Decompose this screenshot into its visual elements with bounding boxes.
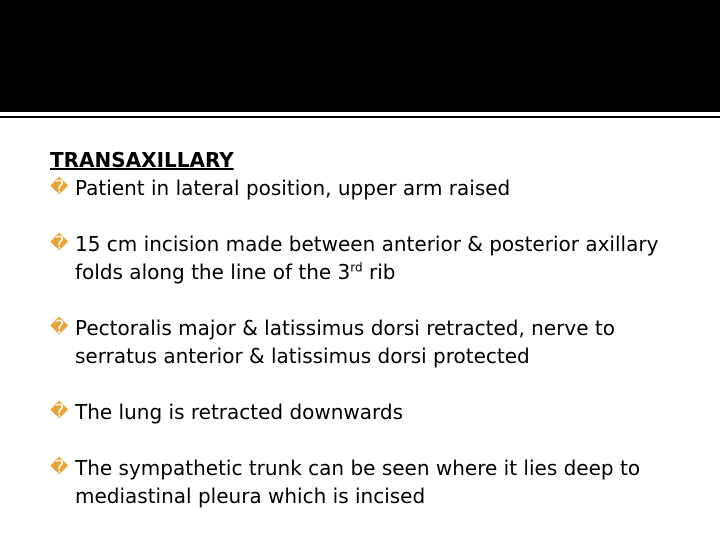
- bullet-icon: �: [50, 233, 69, 254]
- bullet-icon: �: [50, 177, 69, 198]
- bullet-item: [50, 454, 690, 510]
- bullet-text: The lung is retracted downwards: [75, 400, 404, 424]
- bullet-item: [50, 230, 690, 286]
- bullet-text: 15 cm incision made between anterior & posterior axillary folds along the line of the 3rd rib: [75, 232, 659, 284]
- bullet-item: [50, 174, 690, 202]
- bullet-text: Pectoralis major & latissimus dorsi retracted, nerve to serratus anterior & latissimus dorsi protected: [75, 316, 615, 368]
- ordinal-superscript: rd: [350, 260, 363, 275]
- bullet-item: [50, 398, 690, 426]
- bullet-item: [50, 314, 690, 370]
- slide-content: [50, 146, 690, 510]
- bullet-text: The sympathetic trunk can be seen where it lies deep to mediastinal pleura which is incised: [75, 456, 641, 508]
- bullet-icon: �: [50, 457, 69, 478]
- bullet-text: Patient in lateral position, upper arm raised: [75, 176, 511, 200]
- bullet-icon: �: [50, 317, 69, 338]
- bullet-icon: �: [50, 401, 69, 422]
- divider-line: [0, 116, 720, 118]
- slide-heading: TRANSAXILLARY: [50, 148, 234, 172]
- title-bar: [0, 0, 720, 112]
